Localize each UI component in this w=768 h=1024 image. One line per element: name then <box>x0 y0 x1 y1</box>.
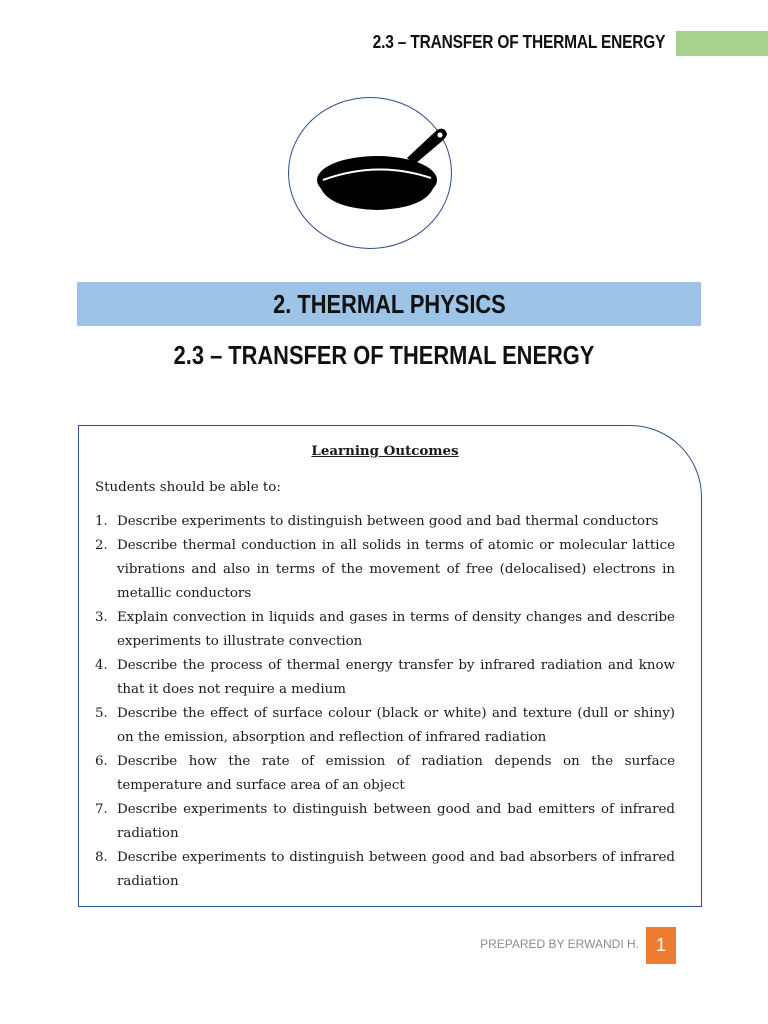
outcome-item <box>95 654 675 702</box>
topic-title: 2.3 – TRANSFER OF THERMAL ENERGY <box>173 340 595 370</box>
outcome-number: 3. <box>95 610 108 625</box>
outcome-text: Explain convection in liquids and gases in terms of density changes and describe experiments to illustrate convection <box>117 610 675 649</box>
outcome-list <box>95 510 675 894</box>
header-accent-bar <box>676 31 768 56</box>
outcome-text: Describe the process of thermal energy transfer by infrared radiation and know that it does not require a medium <box>117 658 675 697</box>
outcome-number: 2. <box>95 538 108 553</box>
outcome-number: 6. <box>95 754 108 769</box>
section-banner <box>77 282 701 326</box>
outcome-number: 8. <box>95 850 108 865</box>
outcome-text: Describe experiments to distinguish between good and bad thermal conductors <box>117 514 659 529</box>
learning-outcomes-heading: Learning Outcomes <box>311 443 459 459</box>
outcome-item <box>95 510 675 534</box>
outcome-item <box>95 798 675 846</box>
outcome-item <box>95 534 675 606</box>
illustration-frame <box>288 97 452 249</box>
outcome-number: 4. <box>95 658 108 673</box>
section-title: 2. THERMAL PHYSICS <box>272 288 506 319</box>
outcome-text: Describe experiments to distinguish between good and bad emitters of infrared radiation <box>117 802 675 841</box>
page-number-badge: 1 <box>646 927 676 964</box>
outcomes-intro: Students should be able to: <box>95 480 281 495</box>
outcome-item <box>95 846 675 894</box>
outcome-text: Describe the effect of surface colour (black or white) and texture (dull or shiny) on the emission, absorption and reflection of infrared radiation <box>117 706 675 745</box>
outcome-number: 7. <box>95 802 108 817</box>
outcome-item <box>95 606 675 654</box>
outcome-item <box>95 702 675 750</box>
header-title: 2.3 – TRANSFER OF THERMAL ENERGY <box>372 32 665 52</box>
footer-author: PREPARED BY ERWANDI H. <box>480 937 639 951</box>
outcome-item <box>95 750 675 798</box>
outcome-text: Describe how the rate of emission of radiation depends on the surface temperature and surface area of an object <box>117 754 675 793</box>
outcome-text: Describe thermal conduction in all solids in terms of atomic or molecular lattice vibrations and also in terms of the movement of free (delocalised) electrons in metallic conductors <box>117 538 675 601</box>
frying-pan-icon <box>289 98 453 250</box>
outcome-number: 1. <box>95 514 108 529</box>
outcome-number: 5. <box>95 706 108 721</box>
learning-outcomes-box <box>78 425 702 907</box>
outcome-text: Describe experiments to distinguish between good and bad absorbers of infrared radiation <box>117 850 675 889</box>
